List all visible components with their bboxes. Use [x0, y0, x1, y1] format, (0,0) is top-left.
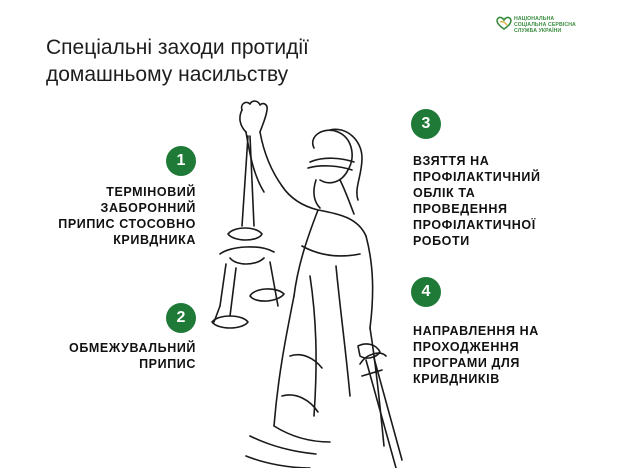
lady-justice-illustration — [190, 96, 410, 468]
step-1-number: 1 — [176, 152, 186, 169]
logo-line-3: СЛУЖБА УКРАЇНИ — [514, 28, 562, 34]
step-1-text: ТЕРМІНОВИЙ ЗАБОРОННИЙ ПРИПИС СТОСОВНО КРИВДНИКА — [58, 185, 196, 247]
step-4-badge — [411, 277, 441, 307]
heart-leaf-icon — [496, 16, 512, 30]
step-3-text: ВЗЯТТЯ НА ПРОФІЛАКТИЧНИЙ ОБЛІК ТА ПРОВЕДЕННЯ ПРОФІЛАКТИЧНОЇ РОБОТИ — [413, 154, 541, 248]
step-4-number: 4 — [421, 283, 431, 300]
logo-line-2: СОЦІАЛЬНА СЕРВІСНА — [514, 22, 576, 28]
step-2-number: 2 — [176, 309, 186, 326]
step-2-text: ОБМЕЖУВАЛЬНИЙ ПРИПИС — [69, 341, 196, 371]
step-4-text: НАПРАВЛЕННЯ НА ПРОХОДЖЕННЯ ПРОГРАМИ ДЛЯ КРИВДНИКІВ — [413, 324, 539, 386]
step-3-badge — [411, 109, 441, 139]
logo — [496, 14, 616, 38]
logo-text — [514, 16, 618, 34]
step-3-number: 3 — [421, 115, 431, 132]
logo-line-1: НАЦІОНАЛЬНА — [514, 16, 555, 22]
page-title: Спеціальні заходи протидії домашньому насильству — [46, 36, 309, 86]
